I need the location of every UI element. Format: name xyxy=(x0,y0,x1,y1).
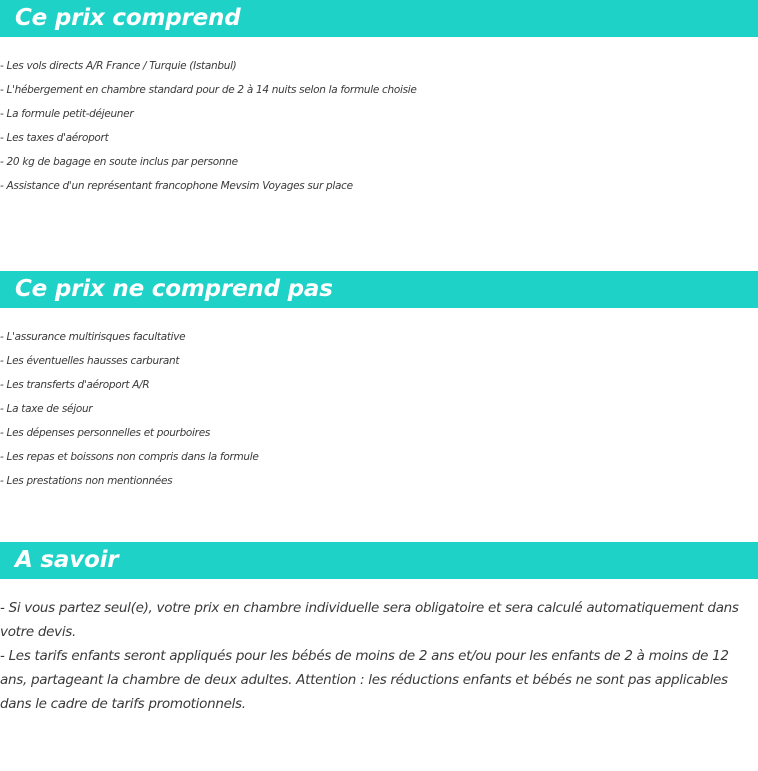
list-item: - L'assurance multirisques facultative xyxy=(0,331,186,343)
list-item: - Les vols directs A/R France / Turquie (Istanbul) xyxy=(0,60,237,72)
list-item: - Les prestations non mentionnées xyxy=(0,475,173,487)
excludes-section-title: Ce prix ne comprend pas xyxy=(15,276,333,302)
know-paragraph-child-rates: - Les tarifs enfants seront appliqués pour les bébés de moins de 2 ans et/ou pour les enfants de 2 à moins de 12 ans, partageant la chambre de deux adultes. Attention : les réductions enfants et bébés ne sont pas applicables dans le cadre de tarifs promotionnels. xyxy=(0,648,729,712)
know-paragraph-single-traveler: - Si vous partez seul(e), votre prix en chambre individuelle sera obligatoire et sera calculé automatiquement dans votre devis. xyxy=(0,600,739,640)
know-section-header xyxy=(0,542,758,579)
excludes-section-header xyxy=(0,271,758,308)
includes-section-title: Ce prix comprend xyxy=(15,5,241,31)
list-item: - Assistance d'un représentant francophone Mevsim Voyages sur place xyxy=(0,180,353,192)
includes-list xyxy=(0,54,417,198)
includes-section-header xyxy=(0,0,758,37)
list-item: - Les dépenses personnelles et pourboires xyxy=(0,427,211,439)
list-item: - Les taxes d'aéroport xyxy=(0,132,109,144)
know-section-title: A savoir xyxy=(15,547,119,573)
list-item: - 20 kg de bagage en soute inclus par personne xyxy=(0,156,238,168)
list-item: - L'hébergement en chambre standard pour de 2 à 14 nuits selon la formule choisie xyxy=(0,84,417,96)
list-item: - Les transferts d'aéroport A/R xyxy=(0,379,150,391)
list-item: - La taxe de séjour xyxy=(0,403,93,415)
excludes-list xyxy=(0,325,259,493)
list-item: - La formule petit-déjeuner xyxy=(0,108,134,120)
know-notes xyxy=(0,596,755,716)
list-item: - Les repas et boissons non compris dans la formule xyxy=(0,451,259,463)
list-item: - Les éventuelles hausses carburant xyxy=(0,355,180,367)
